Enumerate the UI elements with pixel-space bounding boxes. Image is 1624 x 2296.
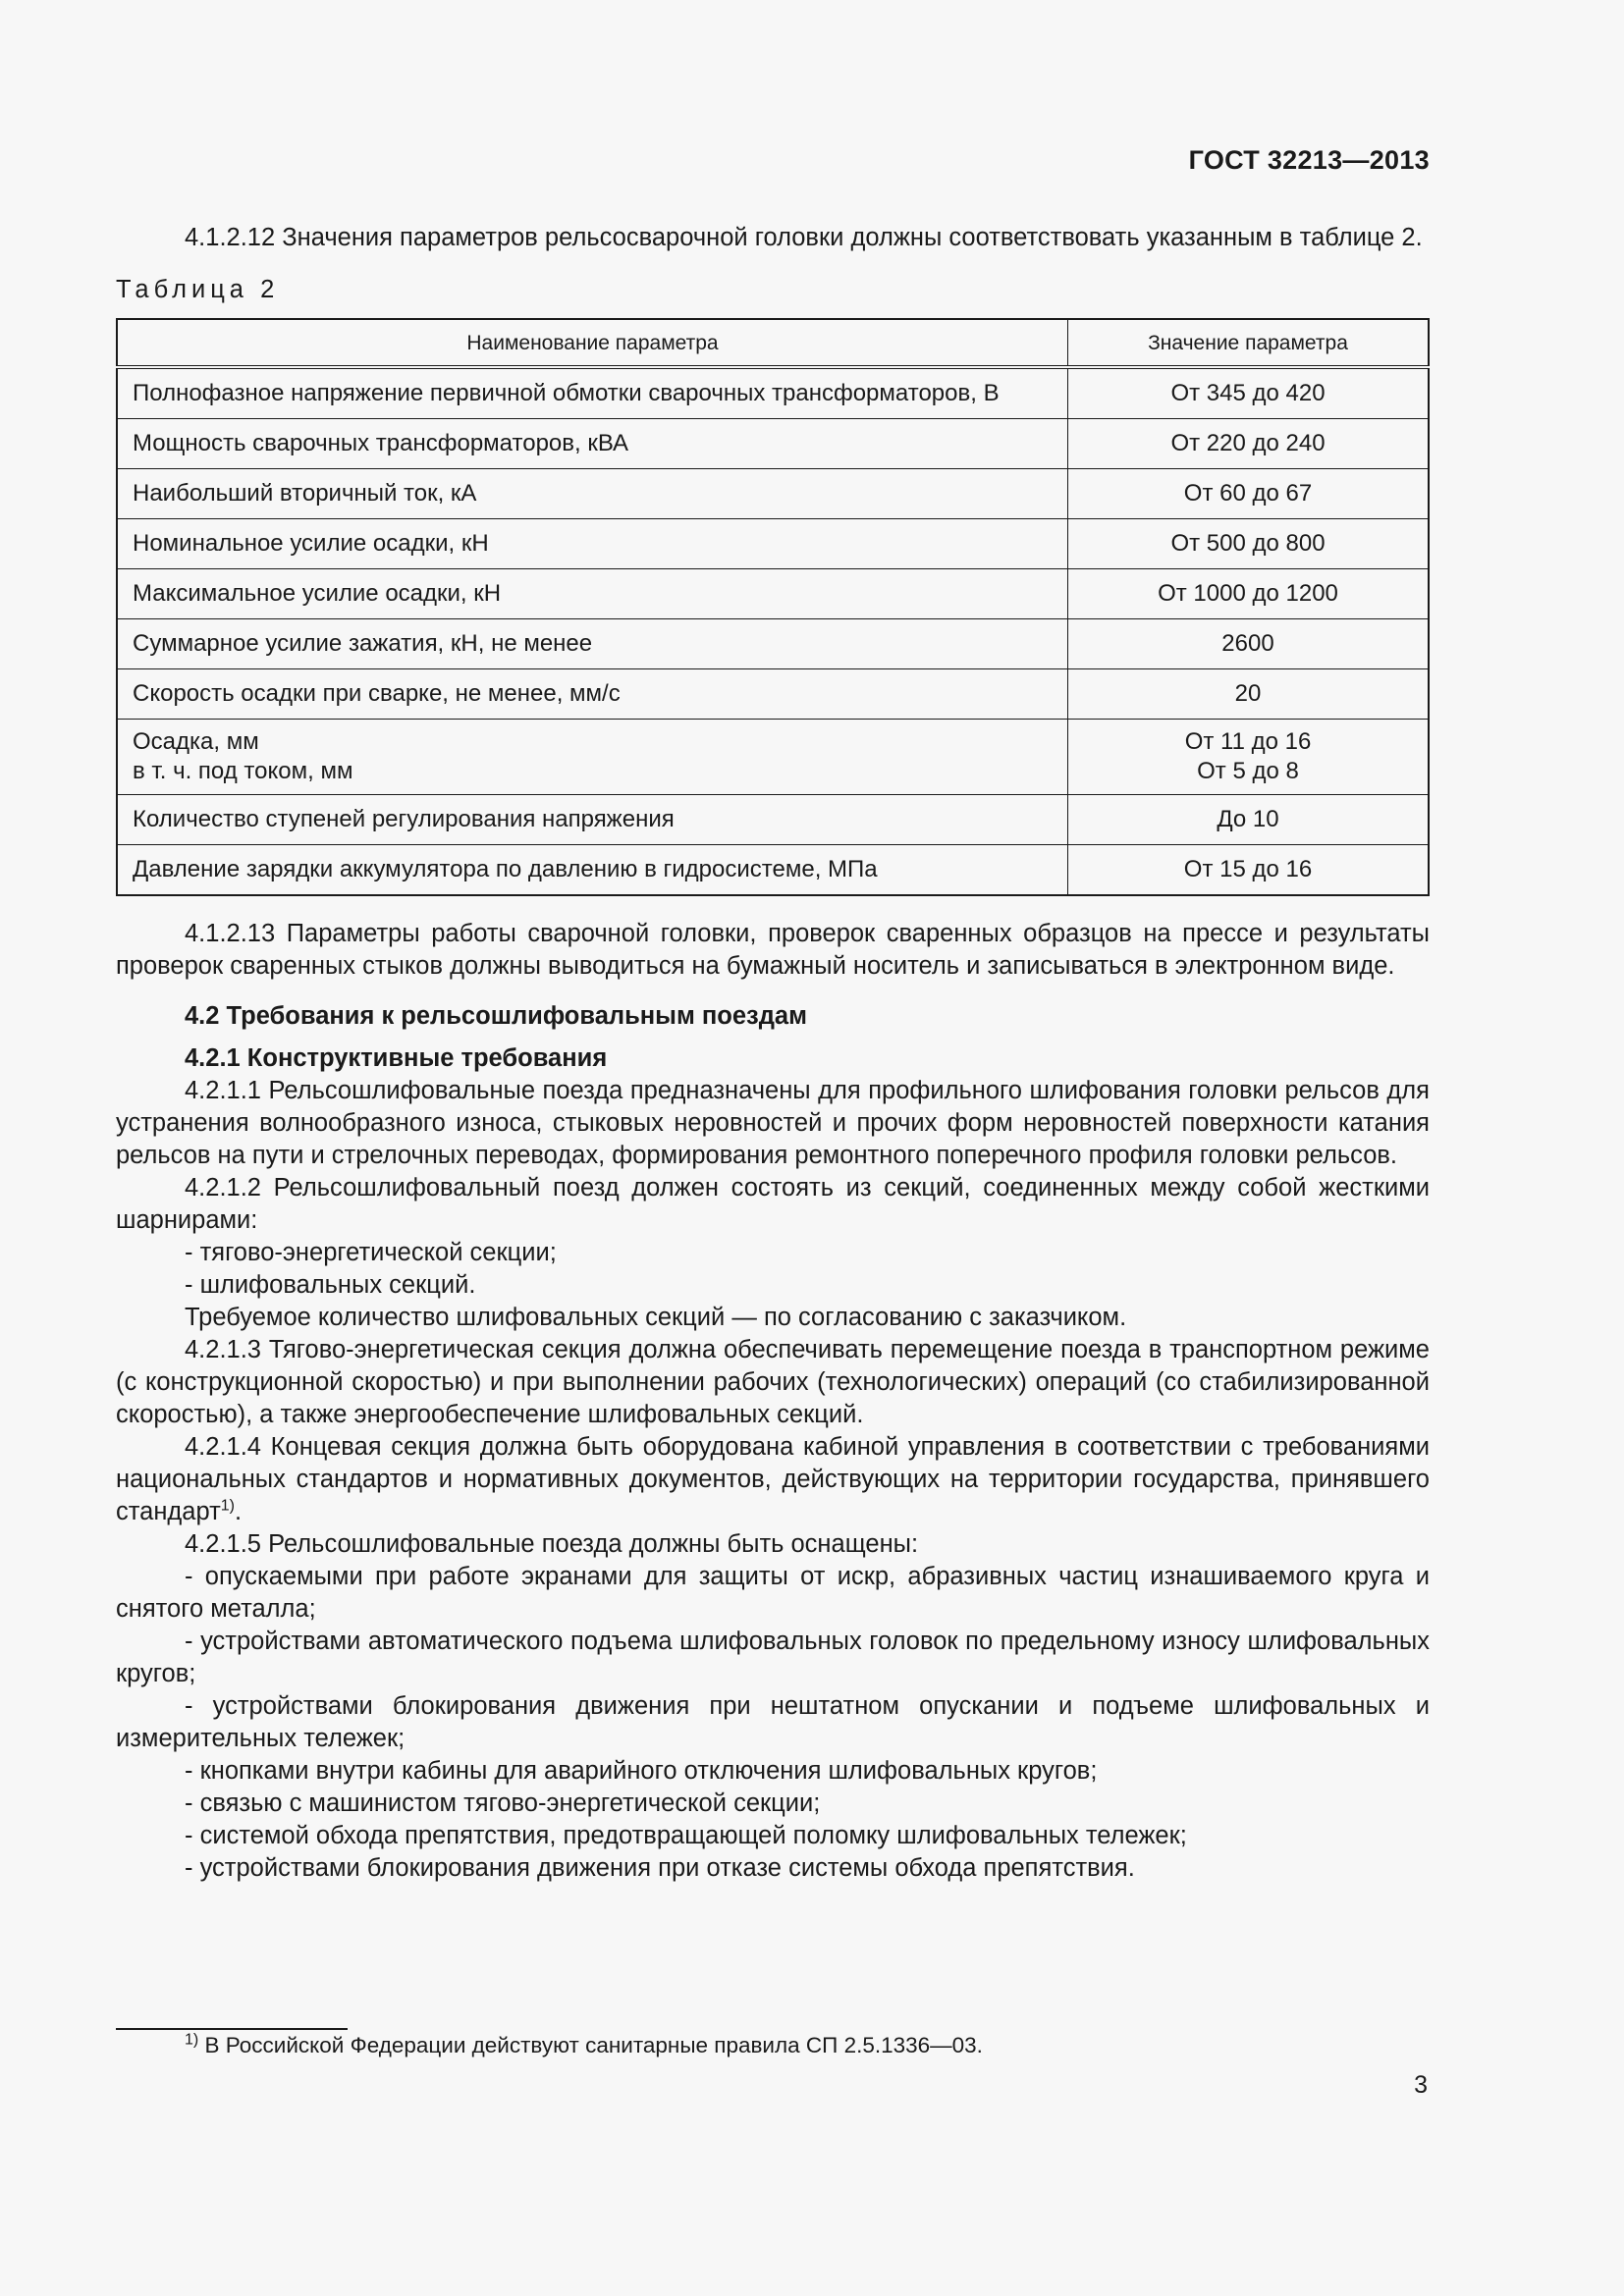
param-line: Осадка, мм [133,728,259,755]
param-cell: Максимальное усилие осадки, кН [117,569,1068,619]
param-cell: Скорость осадки при сварке, не менее, мм/с [117,669,1068,720]
value-cell: 20 [1068,669,1430,720]
param-cell: Номинальное усилие осадки, кН [117,519,1068,569]
param-cell: Давление зарядки аккумулятора по давлению в гидросистеме, МПа [117,845,1068,896]
subsection-heading-4-2-1: 4.2.1 Конструктивные требования [185,1044,608,1072]
paragraph-4-2-1-4 [116,1431,1430,1528]
param-line: в т. ч. под током, мм [133,758,353,784]
paragraph-4-2-1-2: 4.2.1.2 Рельсошлифовальный поезд должен состоять из секций, соединенных между собой жесткими шарнирами: [116,1174,1430,1234]
list-item: - опускаемыми при работе экранами для защиты от искр, абразивных частиц изнашиваемого круга и снятого металла; [116,1563,1430,1623]
footnote [185,2030,983,2061]
value-cell: От 60 до 67 [1068,469,1430,519]
param-cell [117,720,1068,795]
list-item: - кнопками внутри кабины для аварийного отключения шлифовальных кругов; [185,1757,1098,1785]
paragraph-sections-count: Требуемое количество шлифовальных секций — по согласованию с заказчиком. [185,1304,1127,1331]
footnote-text: В Российской Федерации действуют санитарные правила СП 2.5.1336—03. [198,2033,983,2057]
table-row [117,669,1429,720]
table-row [117,519,1429,569]
column-header-value: Значение параметра [1068,319,1430,367]
param-cell: Мощность сварочных трансформаторов, кВА [117,419,1068,469]
section-heading-4-2: 4.2 Требования к рельсошлифовальным поездам [185,1002,807,1030]
list-item: - устройствами блокирования движения при отказе системы обхода препятствия. [185,1854,1135,1882]
param-cell: Полнофазное напряжение первичной обмотки сварочных трансформаторов, В [117,367,1068,419]
table-caption: Таблица 2 [116,276,280,303]
value-cell: От 500 до 800 [1068,519,1430,569]
document-body [116,222,1430,1885]
table-row [117,569,1429,619]
document-header: ГОСТ 32213—2013 [1188,145,1430,175]
paragraph-4-2-1-1: 4.2.1.1 Рельсошлифовальные поезда предназначены для профильного шлифования головки рельсов для устранения волнообразного износа, стыковых неровностей и прочих форм неровностей поверхности катания рельсов на пути и стрелочных переводах, формирования ремонтного поперечного профиля головки рельсов. [116,1077,1430,1169]
param-cell: Суммарное усилие зажатия, кН, не менее [117,619,1068,669]
table-row [117,419,1429,469]
paragraph-4-2-1-5: 4.2.1.5 Рельсошлифовальные поезда должны быть оснащены: [185,1530,919,1558]
table-row [117,845,1429,896]
table-row [117,795,1429,845]
value-cell: От 345 до 420 [1068,367,1430,419]
paragraph-4-1-2-12: 4.1.2.12 Значения параметров рельсосварочной головки должны соответствовать указанным в таблице 2. [185,224,1423,251]
paragraph-end: . [235,1498,243,1525]
value-cell: От 220 до 240 [1068,419,1430,469]
list-item: - связью с машинистом тягово-энергетической секции; [185,1789,821,1817]
value-cell [1068,720,1430,795]
param-cell: Наибольший вторичный ток, кА [117,469,1068,519]
parameters-table [116,318,1430,896]
list-item: - системой обхода препятствия, предотвращающей поломку шлифовальных тележек; [185,1822,1187,1849]
table-header-row [117,319,1429,367]
value-cell: До 10 [1068,795,1430,845]
table-row [117,619,1429,669]
value-cell: От 15 до 16 [1068,845,1430,896]
param-cell: Количество ступеней регулирования напряжения [117,795,1068,845]
column-header-parameter: Наименование параметра [117,319,1068,367]
value-cell: 2600 [1068,619,1430,669]
list-item: - тягово-энергетической секции; [185,1239,557,1266]
paragraph-4-1-2-13: 4.1.2.13 Параметры работы сварочной головки, проверок сваренных образцов на прессе и результаты проверок сваренных стыков должны выводиться на бумажный носитель и записываться в электронном виде. [116,920,1430,980]
list-item: - шлифовальных секций. [185,1271,476,1299]
value-cell: От 1000 до 1200 [1068,569,1430,619]
list-item: - устройствами автоматического подъема шлифовальных головок по предельному износу шлифовальных кругов; [116,1628,1430,1687]
value-line: От 5 до 8 [1197,758,1299,784]
table-row [117,367,1429,419]
footnote-reference: 1) [220,1497,236,1515]
value-line: От 11 до 16 [1184,728,1312,755]
paragraph-4-2-1-3: 4.2.1.3 Тягово-энергетическая секция должна обеспечивать перемещение поезда в транспортном режиме (с конструкционной скоростью) и при выполнении рабочих (технологических) операций (со стабилизированной скоростью), а также энергообеспечение шлифовальных секций. [116,1336,1430,1428]
list-item: - устройствами блокирования движения при нештатном опускании и подъеме шлифовальных и измерительных тележек; [116,1692,1430,1752]
table-row [117,469,1429,519]
footnote-marker: 1) [185,2031,199,2049]
table-row [117,720,1429,795]
paragraph-text: 4.2.1.4 Концевая секция должна быть оборудована кабиной управления в соответствии с требованиями национальных стандартов и нормативных документов, действующих на территории государства, принявшего стандарт [116,1433,1430,1525]
page-number: 3 [1414,2071,1428,2099]
